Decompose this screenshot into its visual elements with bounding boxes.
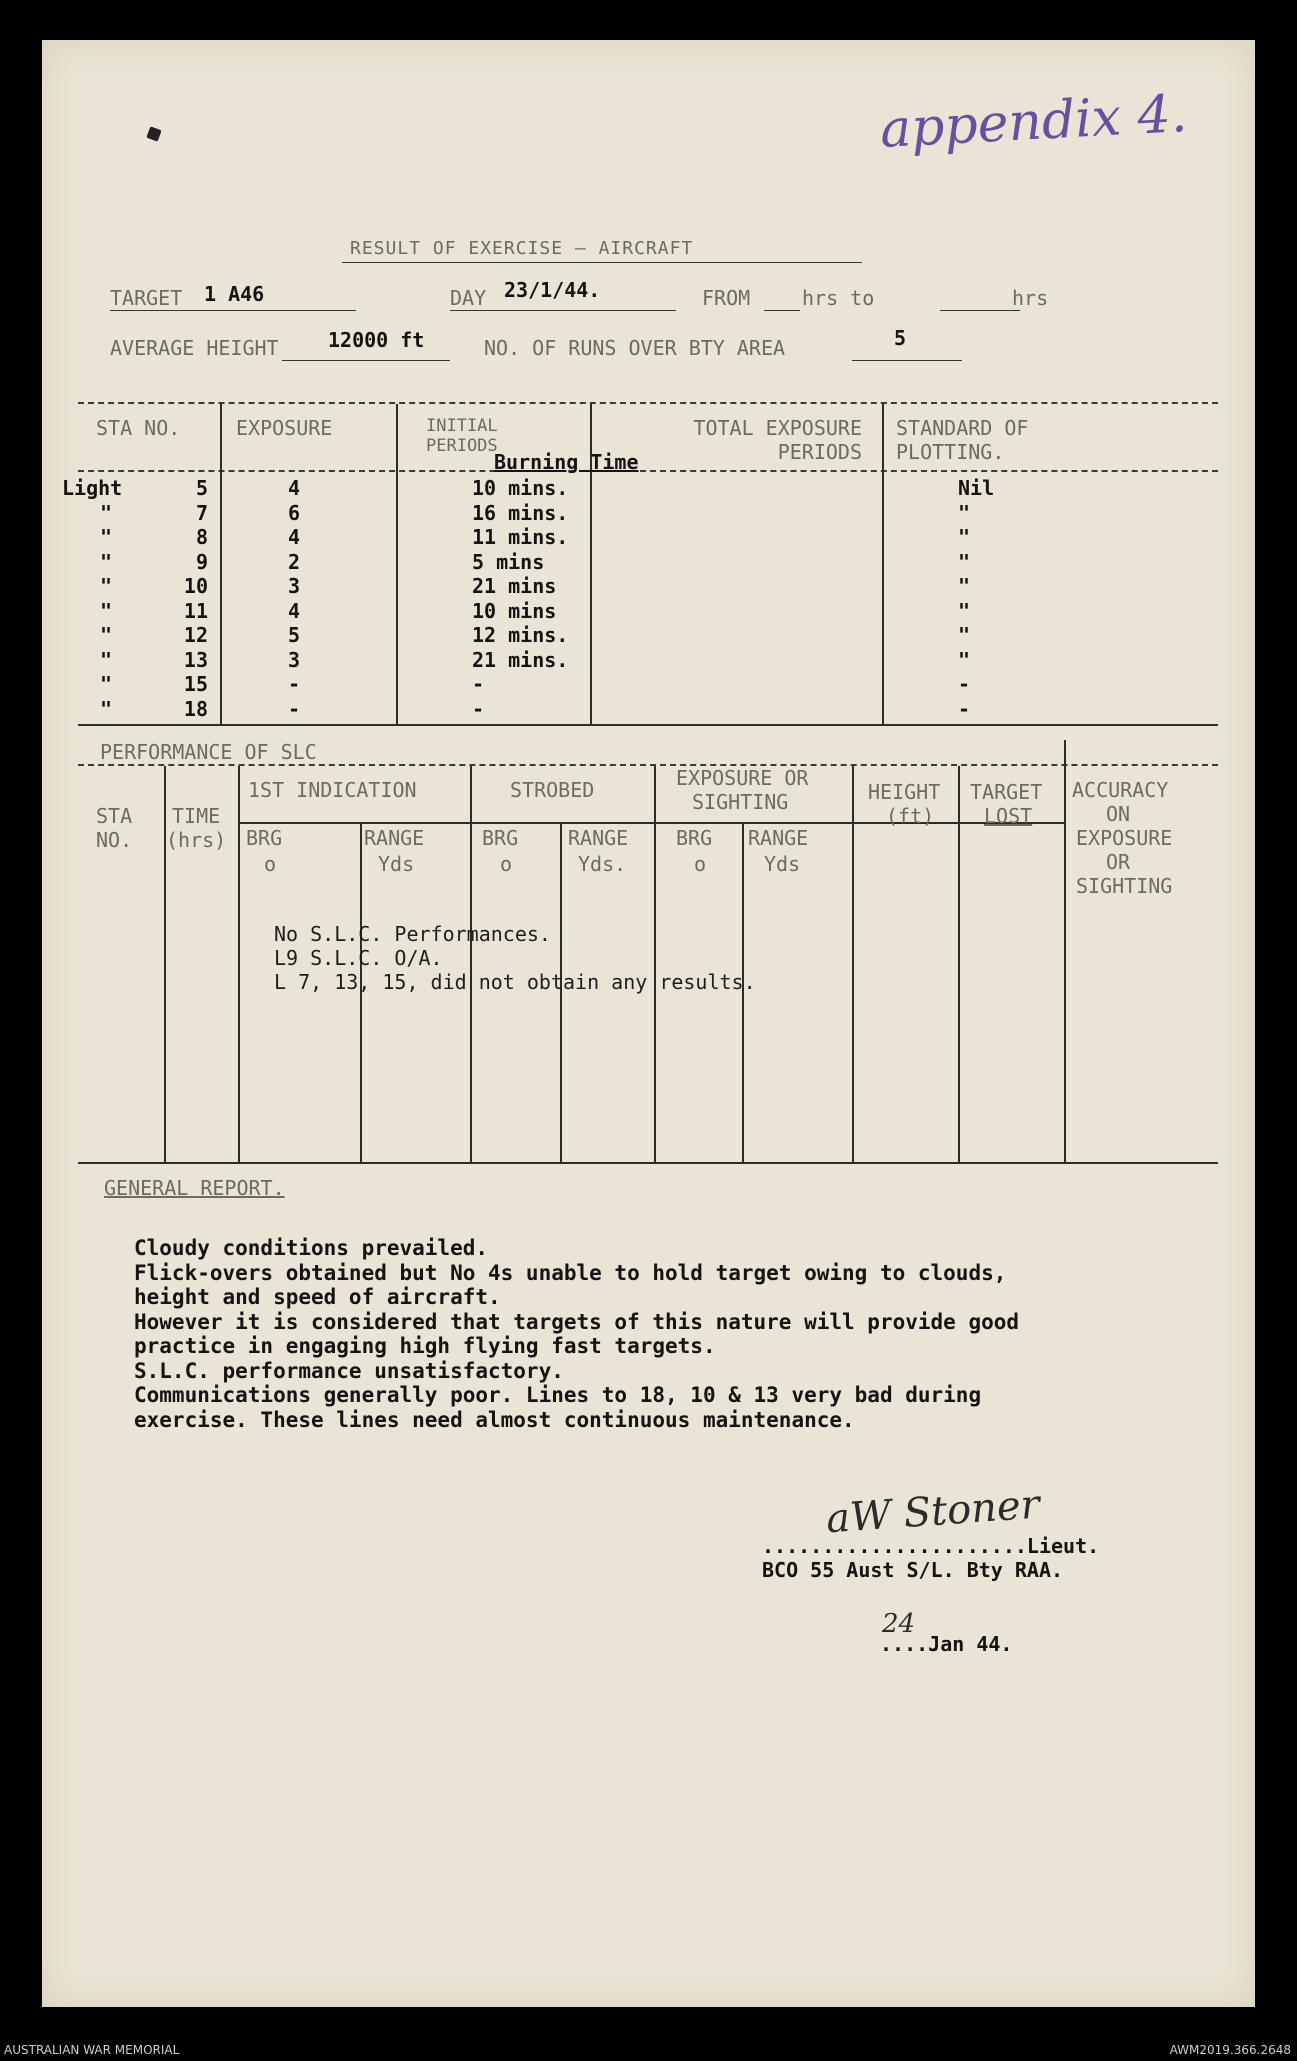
t2-brg-3: BRG	[676, 826, 713, 850]
row-prefix: "	[100, 574, 113, 598]
t2-on: ON	[1106, 802, 1131, 826]
to-underline	[940, 310, 1020, 311]
table2-col-line	[1064, 740, 1066, 1162]
row-exposure: 5	[288, 623, 301, 647]
table1-header-rule	[78, 470, 1218, 472]
title-underline	[342, 262, 862, 263]
row-standard: "	[958, 598, 971, 623]
t2-sta: STA	[96, 804, 133, 828]
col-header-exposure: EXPOSURE	[236, 416, 333, 440]
row-exposure: 2	[288, 549, 301, 574]
day-label: DAY	[450, 286, 487, 310]
row-exposure: -	[288, 672, 301, 696]
table2-bottom-rule	[78, 1162, 1218, 1164]
hrs-to-label: hrs to	[802, 286, 875, 310]
row-burning-time: 21 mins.	[472, 647, 569, 672]
row-sta: 15	[183, 672, 208, 696]
t2-deg-3: o	[694, 852, 707, 876]
row-prefix: "	[100, 623, 113, 647]
col-header-sta: STA NO.	[96, 416, 181, 440]
row-prefix: "	[100, 696, 113, 721]
row-prefix: Light	[62, 476, 123, 500]
row-standard: "	[958, 574, 971, 598]
row-standard: "	[958, 647, 971, 672]
row-standard: "	[958, 549, 971, 574]
table1-col-line	[220, 404, 222, 724]
table2-top-rule	[78, 764, 1218, 766]
footer-credit: AUSTRALIAN WAR MEMORIAL	[4, 2043, 180, 2057]
t2-exposure-or: EXPOSURE OR	[676, 766, 809, 790]
date-line: ....Jan 44.	[880, 1632, 1013, 1656]
t2-ft: (ft)	[886, 804, 935, 828]
t2-brg-1: BRG	[246, 826, 283, 850]
row-sta: 18	[183, 696, 208, 721]
avg-height-underline	[282, 360, 450, 361]
table1-col-line	[396, 404, 398, 724]
row-exposure: -	[288, 696, 301, 721]
rank-line: ......................Lieut.	[762, 1534, 1100, 1558]
row-burning-time: 12 mins.	[472, 623, 569, 647]
day-underline	[450, 310, 676, 311]
row-burning-time: -	[472, 696, 485, 721]
row-burning-time: 10 mins.	[472, 476, 569, 500]
row-burning-time: 5 mins	[472, 549, 545, 574]
avg-height-label: AVERAGE HEIGHT	[110, 336, 279, 360]
row-standard: "	[958, 623, 971, 647]
row-exposure: 4	[288, 525, 301, 549]
row-exposure: 4	[288, 476, 301, 500]
row-standard: -	[958, 696, 971, 721]
row-standard: -	[958, 672, 971, 696]
row-sta: 12	[183, 623, 208, 647]
row-prefix: "	[100, 598, 113, 623]
row-burning-time: 21 mins	[472, 574, 557, 598]
unit-line: BCO 55 Aust S/L. Bty RAA.	[762, 1558, 1064, 1582]
runs-value: 5	[894, 326, 907, 350]
t2-sighting: SIGHTING	[692, 790, 789, 814]
row-burning-time: 10 mins	[472, 598, 557, 623]
slc-performance-title: PERFORMANCE OF SLC	[100, 740, 317, 764]
general-report-label: GENERAL REPORT.	[104, 1176, 285, 1200]
table2-col-line	[852, 766, 854, 1162]
t2-or: OR	[1106, 850, 1131, 874]
from-label: FROM	[702, 286, 751, 310]
report-line: S.L.C. performance unsatisfactory.	[134, 1358, 564, 1383]
table2-col-line	[958, 766, 960, 1162]
row-prefix: "	[100, 672, 113, 696]
row-burning-time: -	[472, 672, 485, 696]
from-underline	[764, 310, 800, 311]
signature: aW Stoner	[824, 1481, 1042, 1543]
t2-range-1: RANGE	[364, 826, 425, 850]
t2-lost: LOST	[984, 804, 1033, 828]
day-value: 23/1/44.	[504, 278, 601, 302]
footer-accession-number: AWM2019.366.2648	[1169, 2043, 1291, 2057]
report-line: practice in engaging high flying fast targets.	[134, 1334, 716, 1358]
table1-top-rule	[78, 402, 1218, 404]
table2-col-line	[238, 766, 240, 1162]
row-prefix: "	[100, 500, 113, 525]
table2-col-line	[654, 766, 656, 1162]
row-burning-time: 11 mins.	[472, 525, 569, 549]
row-standard: "	[958, 525, 971, 549]
col-header-initial: INITIAL PERIODS	[426, 416, 498, 456]
report-line: Flick-overs obtained but No 4s unable to hold target owing to clouds,	[134, 1260, 1007, 1285]
t2-range-2: RANGE	[568, 826, 629, 850]
binder-hole-mark	[146, 126, 161, 141]
runs-label: NO. OF RUNS OVER BTY AREA	[484, 336, 786, 360]
t2-yds-1: Yds	[378, 852, 415, 876]
runs-underline	[852, 360, 962, 361]
target-value: 1 A46	[204, 282, 265, 306]
row-prefix: "	[100, 647, 113, 672]
slc-note: L 7, 13, 15, did not obtain any results.	[274, 970, 756, 994]
row-sta: 9	[195, 549, 208, 574]
t2-first-indication: 1ST INDICATION	[248, 778, 417, 802]
t2-sighting-2: SIGHTING	[1076, 874, 1173, 898]
table2-col-line	[470, 766, 472, 1162]
t2-no: NO.	[96, 828, 133, 852]
report-line: exercise. These lines need almost continuous maintenance.	[134, 1407, 855, 1432]
report-line: Communications generally poor. Lines to 18, 10 & 13 very bad during	[134, 1383, 982, 1407]
row-prefix: "	[100, 525, 113, 549]
row-sta: 11	[183, 598, 208, 623]
t2-deg-1: o	[264, 852, 277, 876]
row-standard: Nil	[958, 476, 995, 500]
avg-height-value: 12000 ft	[328, 328, 425, 352]
row-prefix: "	[100, 549, 113, 574]
target-label: TARGET	[110, 286, 183, 310]
table1-col-line	[882, 404, 884, 724]
slc-note: L9 S.L.C. O/A.	[274, 946, 443, 970]
handwritten-annotation: appendix 4.	[878, 84, 1189, 160]
t2-yds-3: Yds	[764, 852, 801, 876]
row-standard: "	[958, 500, 971, 525]
col-header-total: TOTAL EXPOSURE PERIODS	[693, 416, 862, 464]
col-header-standard: STANDARD OF PLOTTING.	[896, 416, 1029, 464]
t2-yds-2: Yds.	[578, 852, 627, 876]
row-exposure: 3	[288, 647, 301, 672]
table1-bottom-rule	[78, 724, 1218, 726]
t2-deg-2: o	[500, 852, 513, 876]
slc-note: No S.L.C. Performances.	[274, 922, 551, 946]
report-line: Cloudy conditions prevailed.	[134, 1236, 489, 1260]
t2-brg-2: BRG	[482, 826, 519, 850]
row-sta: 10	[183, 574, 208, 598]
t2-accuracy: ACCURACY	[1072, 778, 1169, 802]
t2-time: TIME	[172, 804, 221, 828]
hrs-label: hrs	[1012, 286, 1049, 310]
row-burning-time: 16 mins.	[472, 500, 569, 525]
row-sta: 5	[195, 476, 208, 500]
row-sta: 13	[183, 647, 208, 672]
t2-target: TARGET	[970, 780, 1043, 804]
report-line: However it is considered that targets of this nature will provide good	[134, 1309, 1020, 1334]
t2-exposure: EXPOSURE	[1076, 826, 1173, 850]
t2-strobed: STROBED	[510, 778, 595, 802]
document-page	[42, 40, 1255, 2007]
target-underline	[110, 310, 356, 311]
row-exposure: 4	[288, 598, 301, 623]
t2-range-3: RANGE	[748, 826, 809, 850]
row-sta: 8	[195, 525, 208, 549]
row-sta: 7	[195, 500, 208, 525]
report-line: height and speed of aircraft.	[134, 1285, 501, 1309]
row-exposure: 6	[288, 500, 301, 525]
document-title: RESULT OF EXERCISE — AIRCRAFT	[350, 238, 694, 259]
row-exposure: 3	[288, 574, 301, 598]
burning-time-label: Burning Time	[494, 450, 639, 474]
t2-hrs: (hrs)	[166, 828, 227, 852]
handwritten-day: 24	[882, 1609, 916, 1639]
table2-col-line	[164, 766, 166, 1162]
t2-height: HEIGHT	[868, 780, 941, 804]
